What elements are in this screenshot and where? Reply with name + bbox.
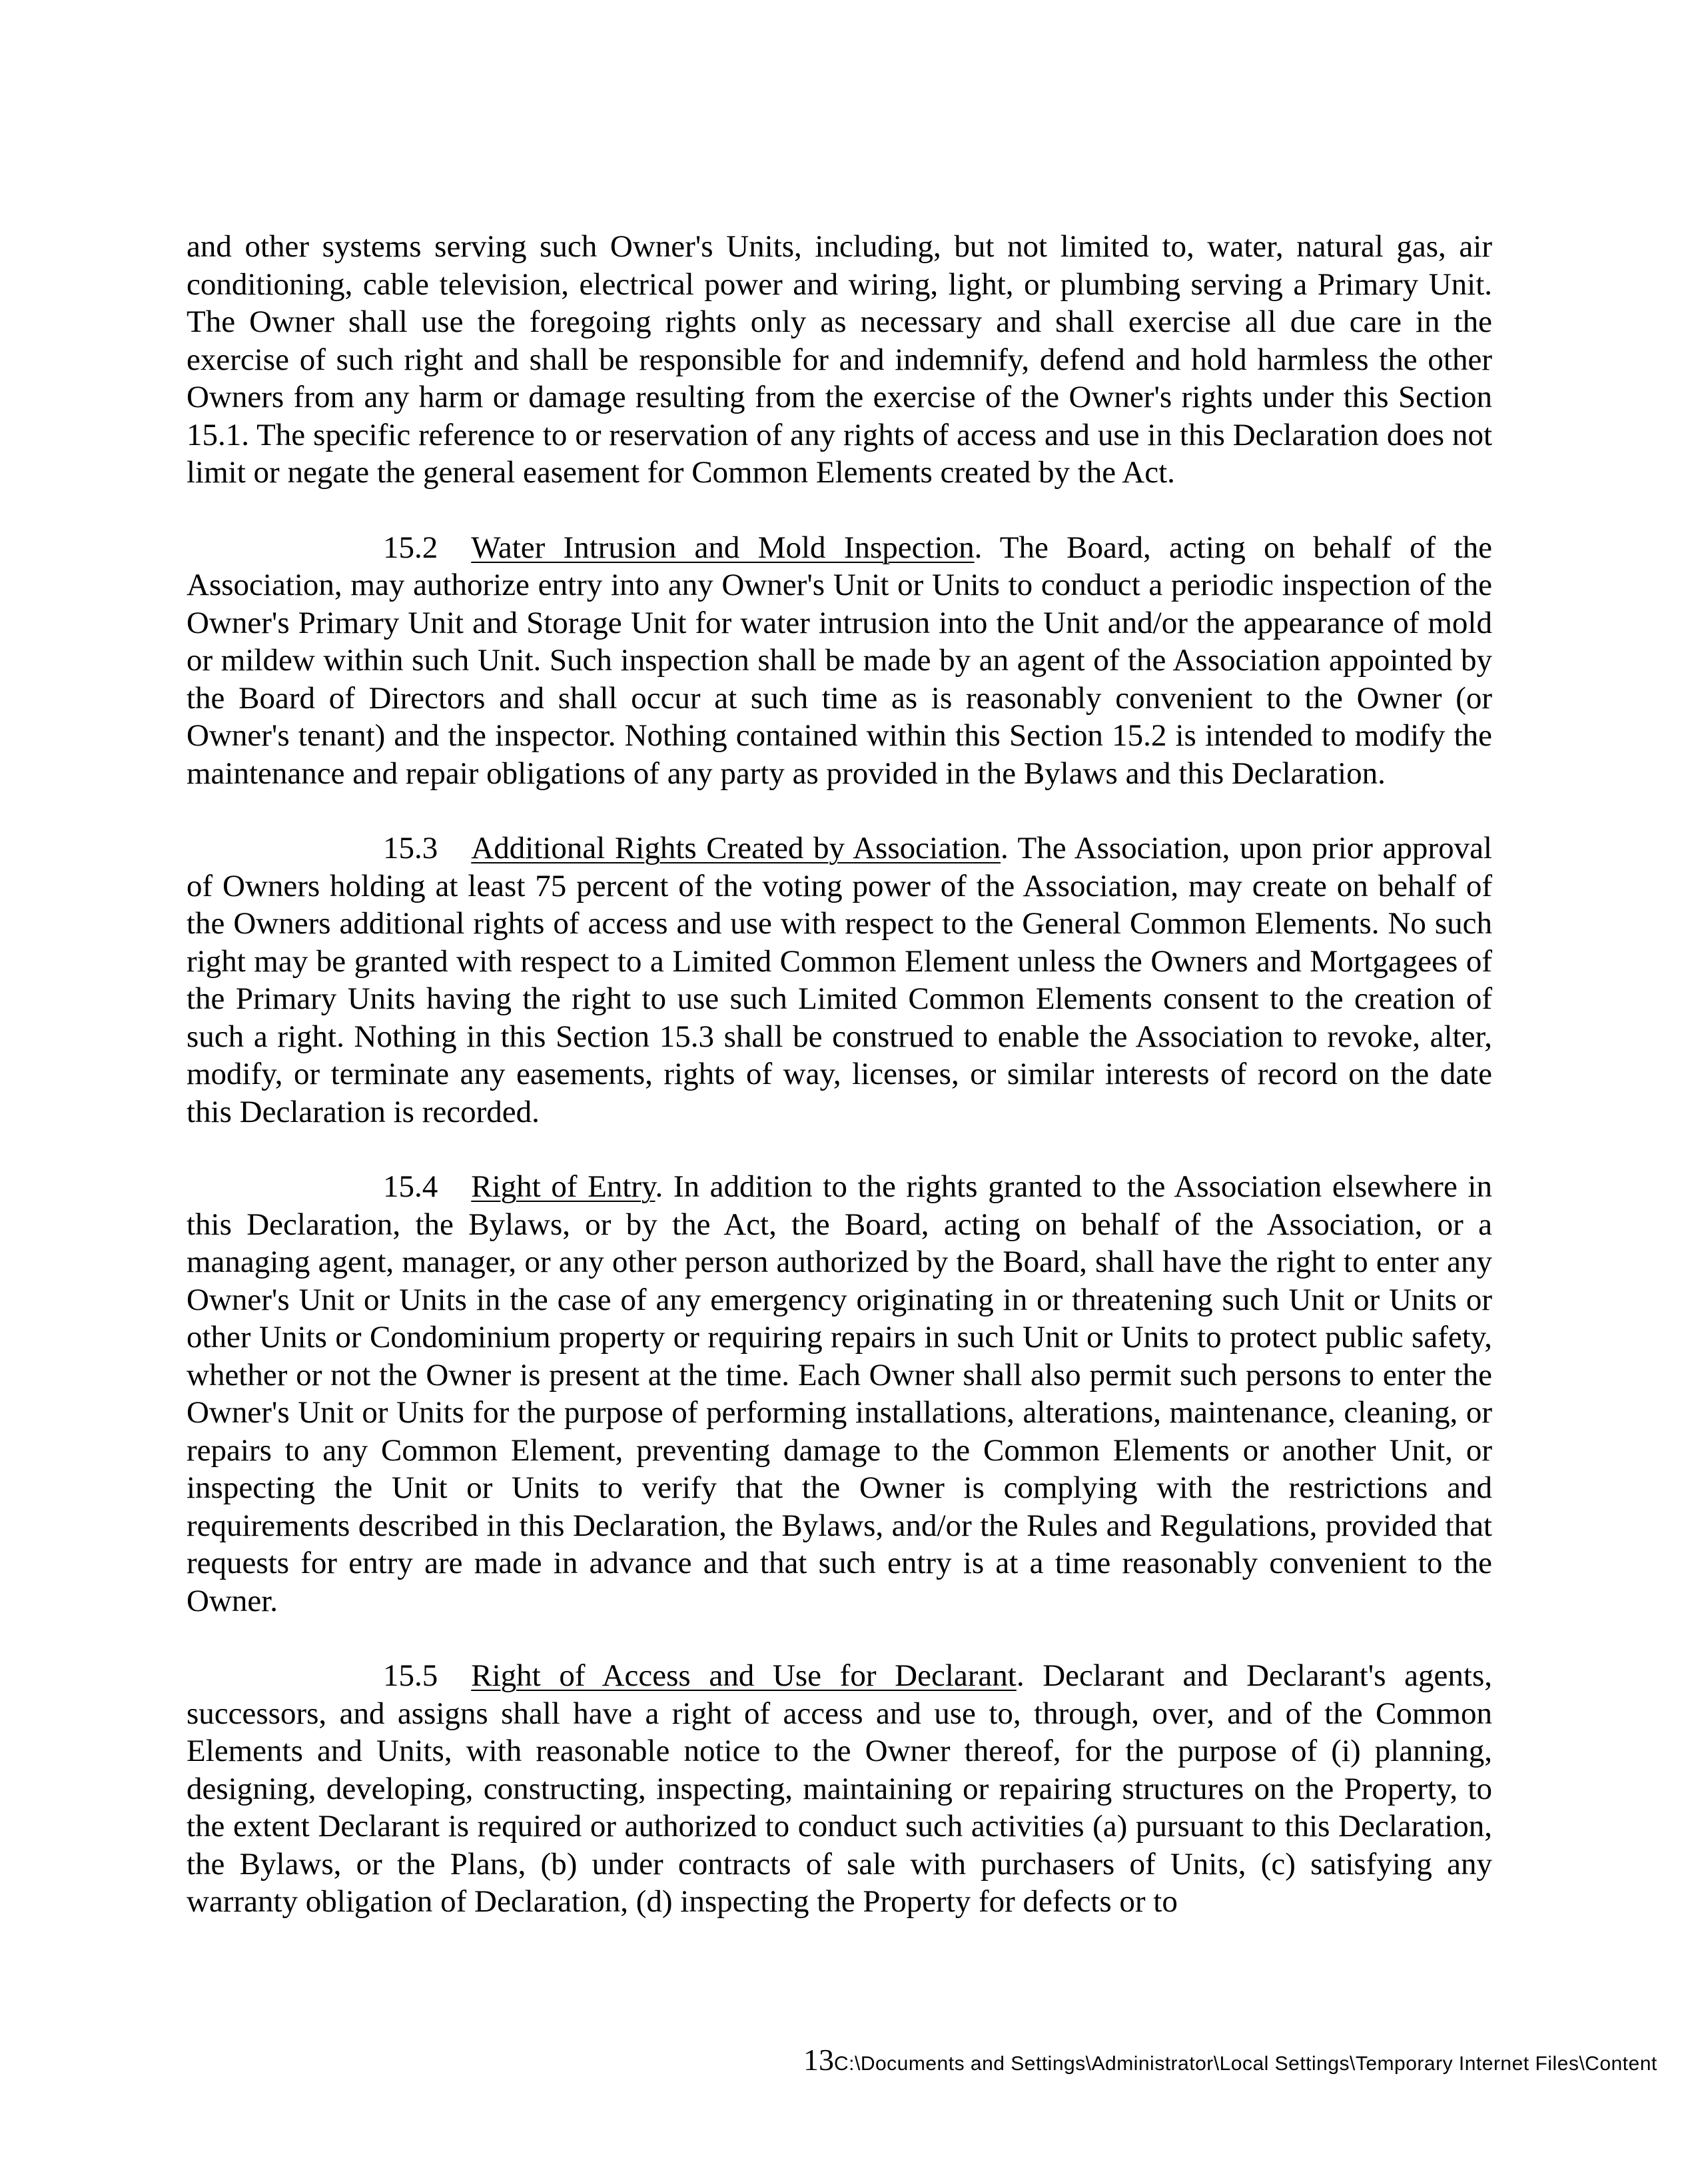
section-15-2 (187, 529, 1492, 793)
page-footer (803, 2042, 1698, 2077)
section-body: . The Association, upon prior approval of Owners holding at least 75 percent of the voting power of the Association, may create on behalf of the Owners additional rights of access and use with respect to the General Common Elements. No such right may be granted with respect to a Limited Common Element unless the Owners and Mortgagees of the Primary Units having the right to use such Limited Common Elements consent to the creation of such a right. Nothing in this Section 15.3 shall be construed to enable the Association to revoke, alter, modify, or terminate any easements, rights of way, licenses, or similar interests of record on the date this Declaration is recorded. (187, 831, 1492, 1129)
section-title: Right of Entry (471, 1169, 655, 1204)
section-title: Additional Rights Created by Association (471, 831, 1001, 865)
file-path: C:\Documents and Settings\Administrator\Local Settings\Temporary Internet Files\Content (834, 2053, 1657, 2075)
section-title: Water Intrusion and Mold Inspection (471, 530, 975, 565)
section-body: . Declarant and Declarant's agents, successors, and assigns shall have a right of access and use to, through, over, and of the Common Elements and Units, with reasonable notice to the Owner thereof, for the purpose of (i) planning, designing, developing, constructing, inspecting, maintaining or repairing structures on the Property, to the extent Declarant is required or authorized to conduct such activities (a) pursuant to this Declaration, the Bylaws, or the Plans, (b) under contracts of sale with purchasers of Units, (c) satisfying any warranty obligation of Declaration, (d) inspecting the Property for defects or to (187, 1658, 1492, 1919)
intro-paragraph: and other systems serving such Owner's Units, including, but not limited to, water, natural gas, air conditioning, cable television, electrical power and wiring, light, or plumbing serving a Primary Unit. The Owner shall use the foregoing rights only as necessary and shall exercise all due care in the exercise of such right and shall be responsible for and indemnify, defend and hold harmless the other Owners from any harm or damage resulting from the exercise of the Owner's rights under this Section 15.1. The specific reference to or reservation of any rights of access and use in this Declaration does not limit or negate the general easement for Common Elements created by the Act. (187, 229, 1492, 490)
section-number: 15.5 (383, 1658, 438, 1693)
section-body: . The Board, acting on behalf of the Association, may authorize entry into any Owner's Unit or Units to conduct a periodic inspection of the Owner's Primary Unit and Storage Unit for water intrusion into the Unit and/or the appearance of mold or mildew within such Unit. Such inspection shall be made by an agent of the Association appointed by the Board of Directors and shall occur at such time as is reasonably convenient to the Owner (or Owner's tenant) and the inspector. Nothing contained within this Section 15.2 is intended to modify the maintenance and repair obligations of any party as provided in the Bylaws and this Declaration. (187, 530, 1492, 791)
section-15-3 (187, 829, 1492, 1131)
section-number: 15.4 (383, 1169, 438, 1204)
page-number: 13 (803, 2043, 834, 2077)
section-number: 15.3 (383, 831, 438, 865)
document-body (187, 228, 1492, 1958)
section-number: 15.2 (383, 530, 438, 565)
section-15-5 (187, 1657, 1492, 1921)
section-body: . In addition to the rights granted to the Association elsewhere in this Declaration, the Bylaws, or by the Act, the Board, acting on behalf of the Association, or a managing agent, manager, or any other person authorized by the Board, shall have the right to enter any Owner's Unit or Units in the case of any emergency originating in or threatening such Unit or Units or other Units or Condominium property or requiring repairs in such Unit or Units to protect public safety, whether or not the Owner is present at the time. Each Owner shall also permit such persons to enter the Owner's Unit or Units for the purpose of performing installations, alterations, maintenance, cleaning, or repairs to any Common Element, preventing damage to the Common Elements or another Unit, or inspecting the Unit or Units to verify that the Owner is complying with the restrictions and requirements described in this Declaration, the Bylaws, and/or the Rules and Regulations, provided that requests for entry are made in advance and that such entry is at a time reasonably convenient to the Owner. (187, 1169, 1492, 1618)
section-title: Right of Access and Use for Declarant (471, 1658, 1017, 1693)
section-15-4 (187, 1168, 1492, 1620)
